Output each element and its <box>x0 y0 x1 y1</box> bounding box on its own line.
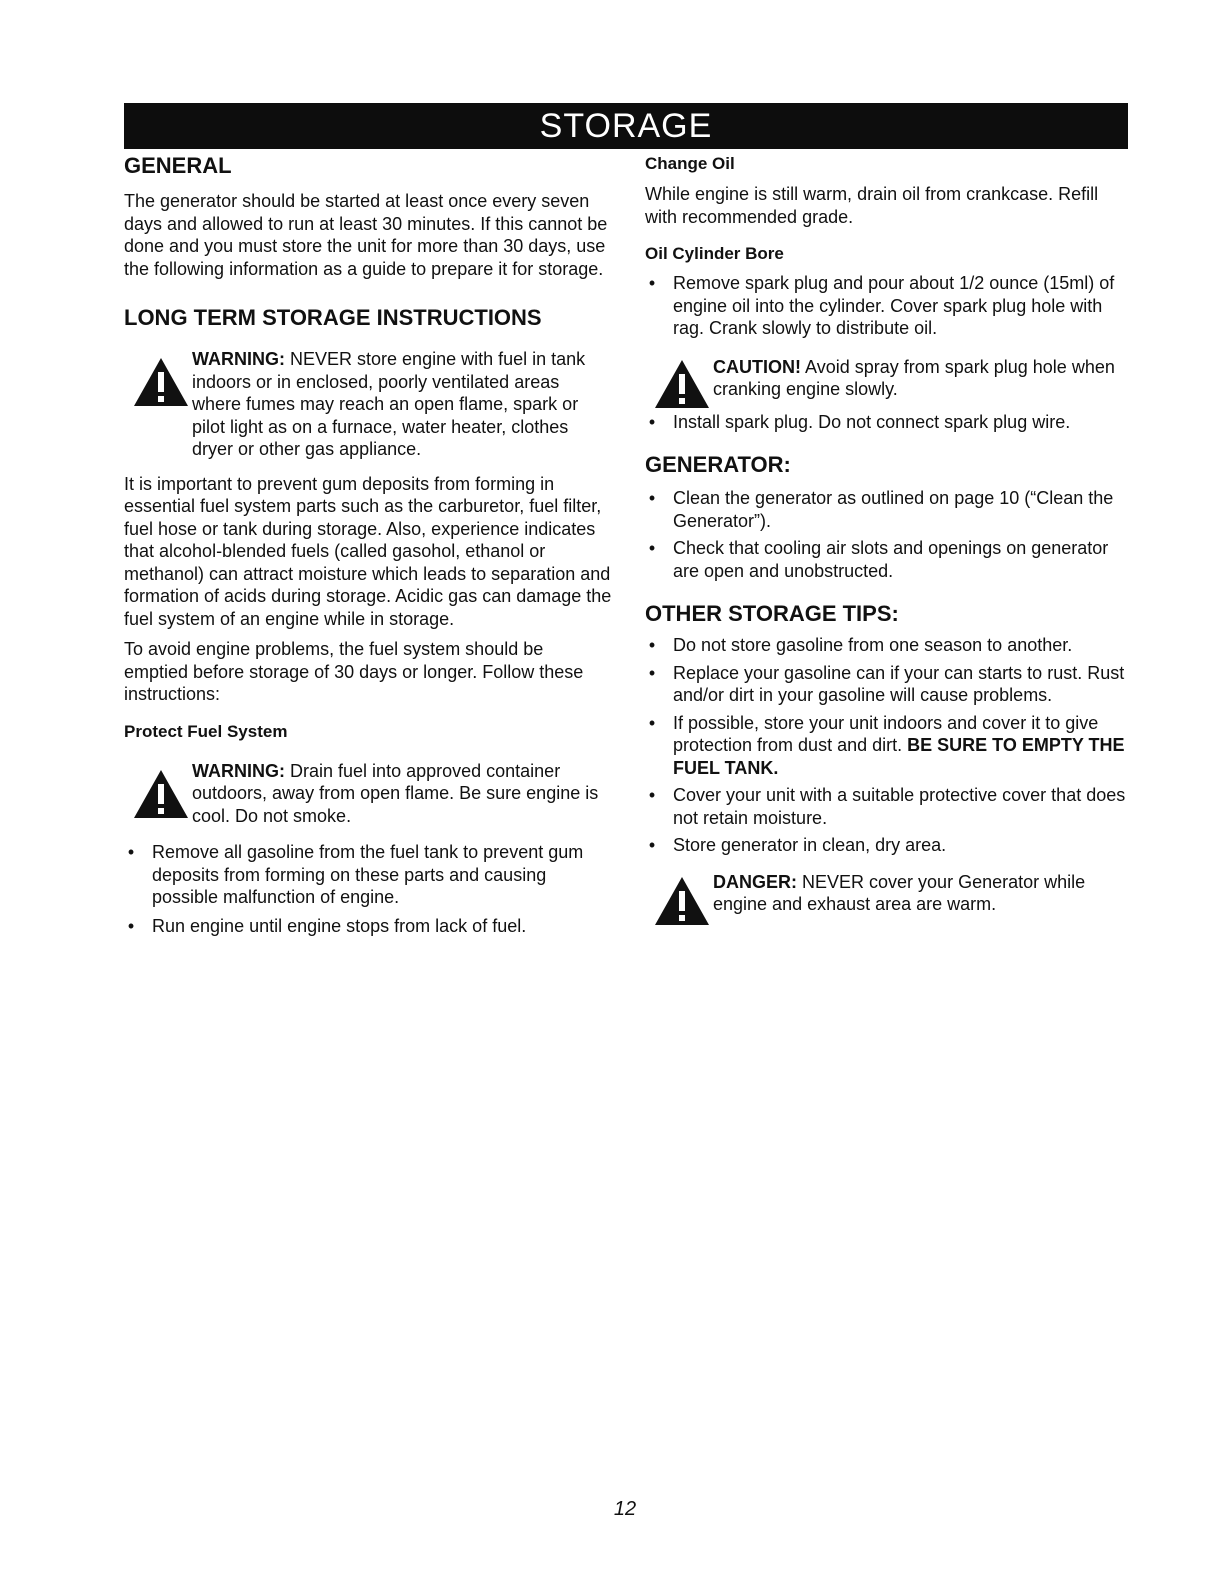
danger-text: NEVER cover your Generator while engine and exhaust area are warm. <box>713 871 1086 914</box>
oil-cylinder-heading: Oil Cylinder Bore <box>645 244 784 263</box>
warning-label: WARNING: <box>192 760 285 781</box>
protect-fuel-warning <box>124 760 612 828</box>
general-heading: GENERAL <box>124 153 232 178</box>
list-item: • Clean the generator as outlined on page 10 (“Clean the Generator”). <box>648 488 1114 531</box>
warning-triangle-icon <box>132 356 190 408</box>
list-item: • Remove spark plug and pour about 1/2 ounce (15ml) of engine oil into the cylinder. Cover spark plug hole with rag. Crank slowly to distribute oil. <box>648 273 1115 338</box>
general-body: The generator should be started at least once every seven days and allowed to run at least 30 minutes. If this cannot be done and you must store the unit for more than 30 days, use the following information as a guide to prepare it for storage. <box>124 191 608 279</box>
fuel-gum-paragraph: It is important to prevent gum deposits from forming in essential fuel system parts such as the carburetor, fuel filter, fuel hose or tank during storage. Also, experience indicates that alcohol-blended fuels (called gasohol, ethanol or methanol) can attract moisture which leads to separation and formation of acids during storage. Acidic gas can damage the fuel system of an engine while in storage. <box>124 473 612 629</box>
list-item: • Run engine until engine stops from lack of fuel. <box>127 915 527 936</box>
change-oil-body: While engine is still warm, drain oil from crankcase. Refill with recommended grade. <box>645 184 1099 227</box>
left-column <box>124 150 612 937</box>
page-number: 12 <box>613 1498 637 1520</box>
list-item: • Do not store gasoline from one season to another. <box>648 635 1073 655</box>
avoid-problems-paragraph: To avoid engine problems, the fuel system should be emptied before storage of 30 days or longer. Follow these instructions: <box>124 639 584 704</box>
generator-heading: GENERATOR: <box>645 452 791 477</box>
warning-text: Drain fuel into approved container outdoors, away from open flame. Be sure engine is cool. Do not smoke. <box>192 760 599 826</box>
long-term-warning <box>124 348 612 461</box>
danger-triangle-icon <box>653 875 711 927</box>
list-item: • Install spark plug. Do not connect spark plug wire. <box>648 411 1071 432</box>
change-oil-heading: Change Oil <box>645 154 735 173</box>
other-tips-list <box>645 634 1130 857</box>
long-term-heading: LONG TERM STORAGE INSTRUCTIONS <box>124 305 542 330</box>
warning-label: WARNING: <box>192 349 285 369</box>
empty-tank-emphasis: BE SURE TO EMPTY THE FUEL TANK. <box>673 735 1125 778</box>
protect-fuel-heading: Protect Fuel System <box>124 721 288 741</box>
protect-fuel-list <box>124 841 612 937</box>
other-tips-heading: OTHER STORAGE TIPS: <box>645 601 899 626</box>
list-item: • Check that cooling air slots and openings on generator are open and unobstructed. <box>648 538 1109 581</box>
warning-triangle-icon <box>132 768 190 820</box>
caution-label: CAUTION! <box>713 356 801 377</box>
banner-title: STORAGE <box>539 106 713 145</box>
right-column <box>645 150 1130 916</box>
list-item: • Store generator in clean, dry area. <box>648 835 947 855</box>
danger-label: DANGER: <box>713 871 797 892</box>
list-item: • Cover your unit with a suitable protective cover that does not retain moisture. <box>648 785 1126 828</box>
caution-notice <box>645 356 1130 401</box>
danger-notice <box>645 871 1130 916</box>
list-item: • If possible, store your unit indoors and cover it to give protection from dust and dirt. BE SURE TO EMPTY THE FUEL TANK. <box>648 712 1125 778</box>
list-item: • Remove all gasoline from the fuel tank to prevent gum deposits from forming on these parts and causing possible malfunction of engine. <box>127 842 584 907</box>
caution-text: Avoid spray from spark plug hole when cranking engine slowly. <box>713 356 1115 399</box>
generator-list <box>645 487 1130 582</box>
spark-plug-list <box>645 411 1130 434</box>
list-item: • Replace your gasoline can if your can starts to rust. Rust and/or dirt in your gasoline will cause problems. <box>648 662 1125 705</box>
section-banner <box>124 103 1128 149</box>
oil-cylinder-list <box>645 272 1130 340</box>
caution-triangle-icon <box>653 358 711 410</box>
warning-text: NEVER store engine with fuel in tank indoors or in enclosed, poorly ventilated areas where fumes may reach an open flame, spark or pilot light as on a furnace, water heater, clothes dryer or other gas appliance. <box>192 349 586 459</box>
